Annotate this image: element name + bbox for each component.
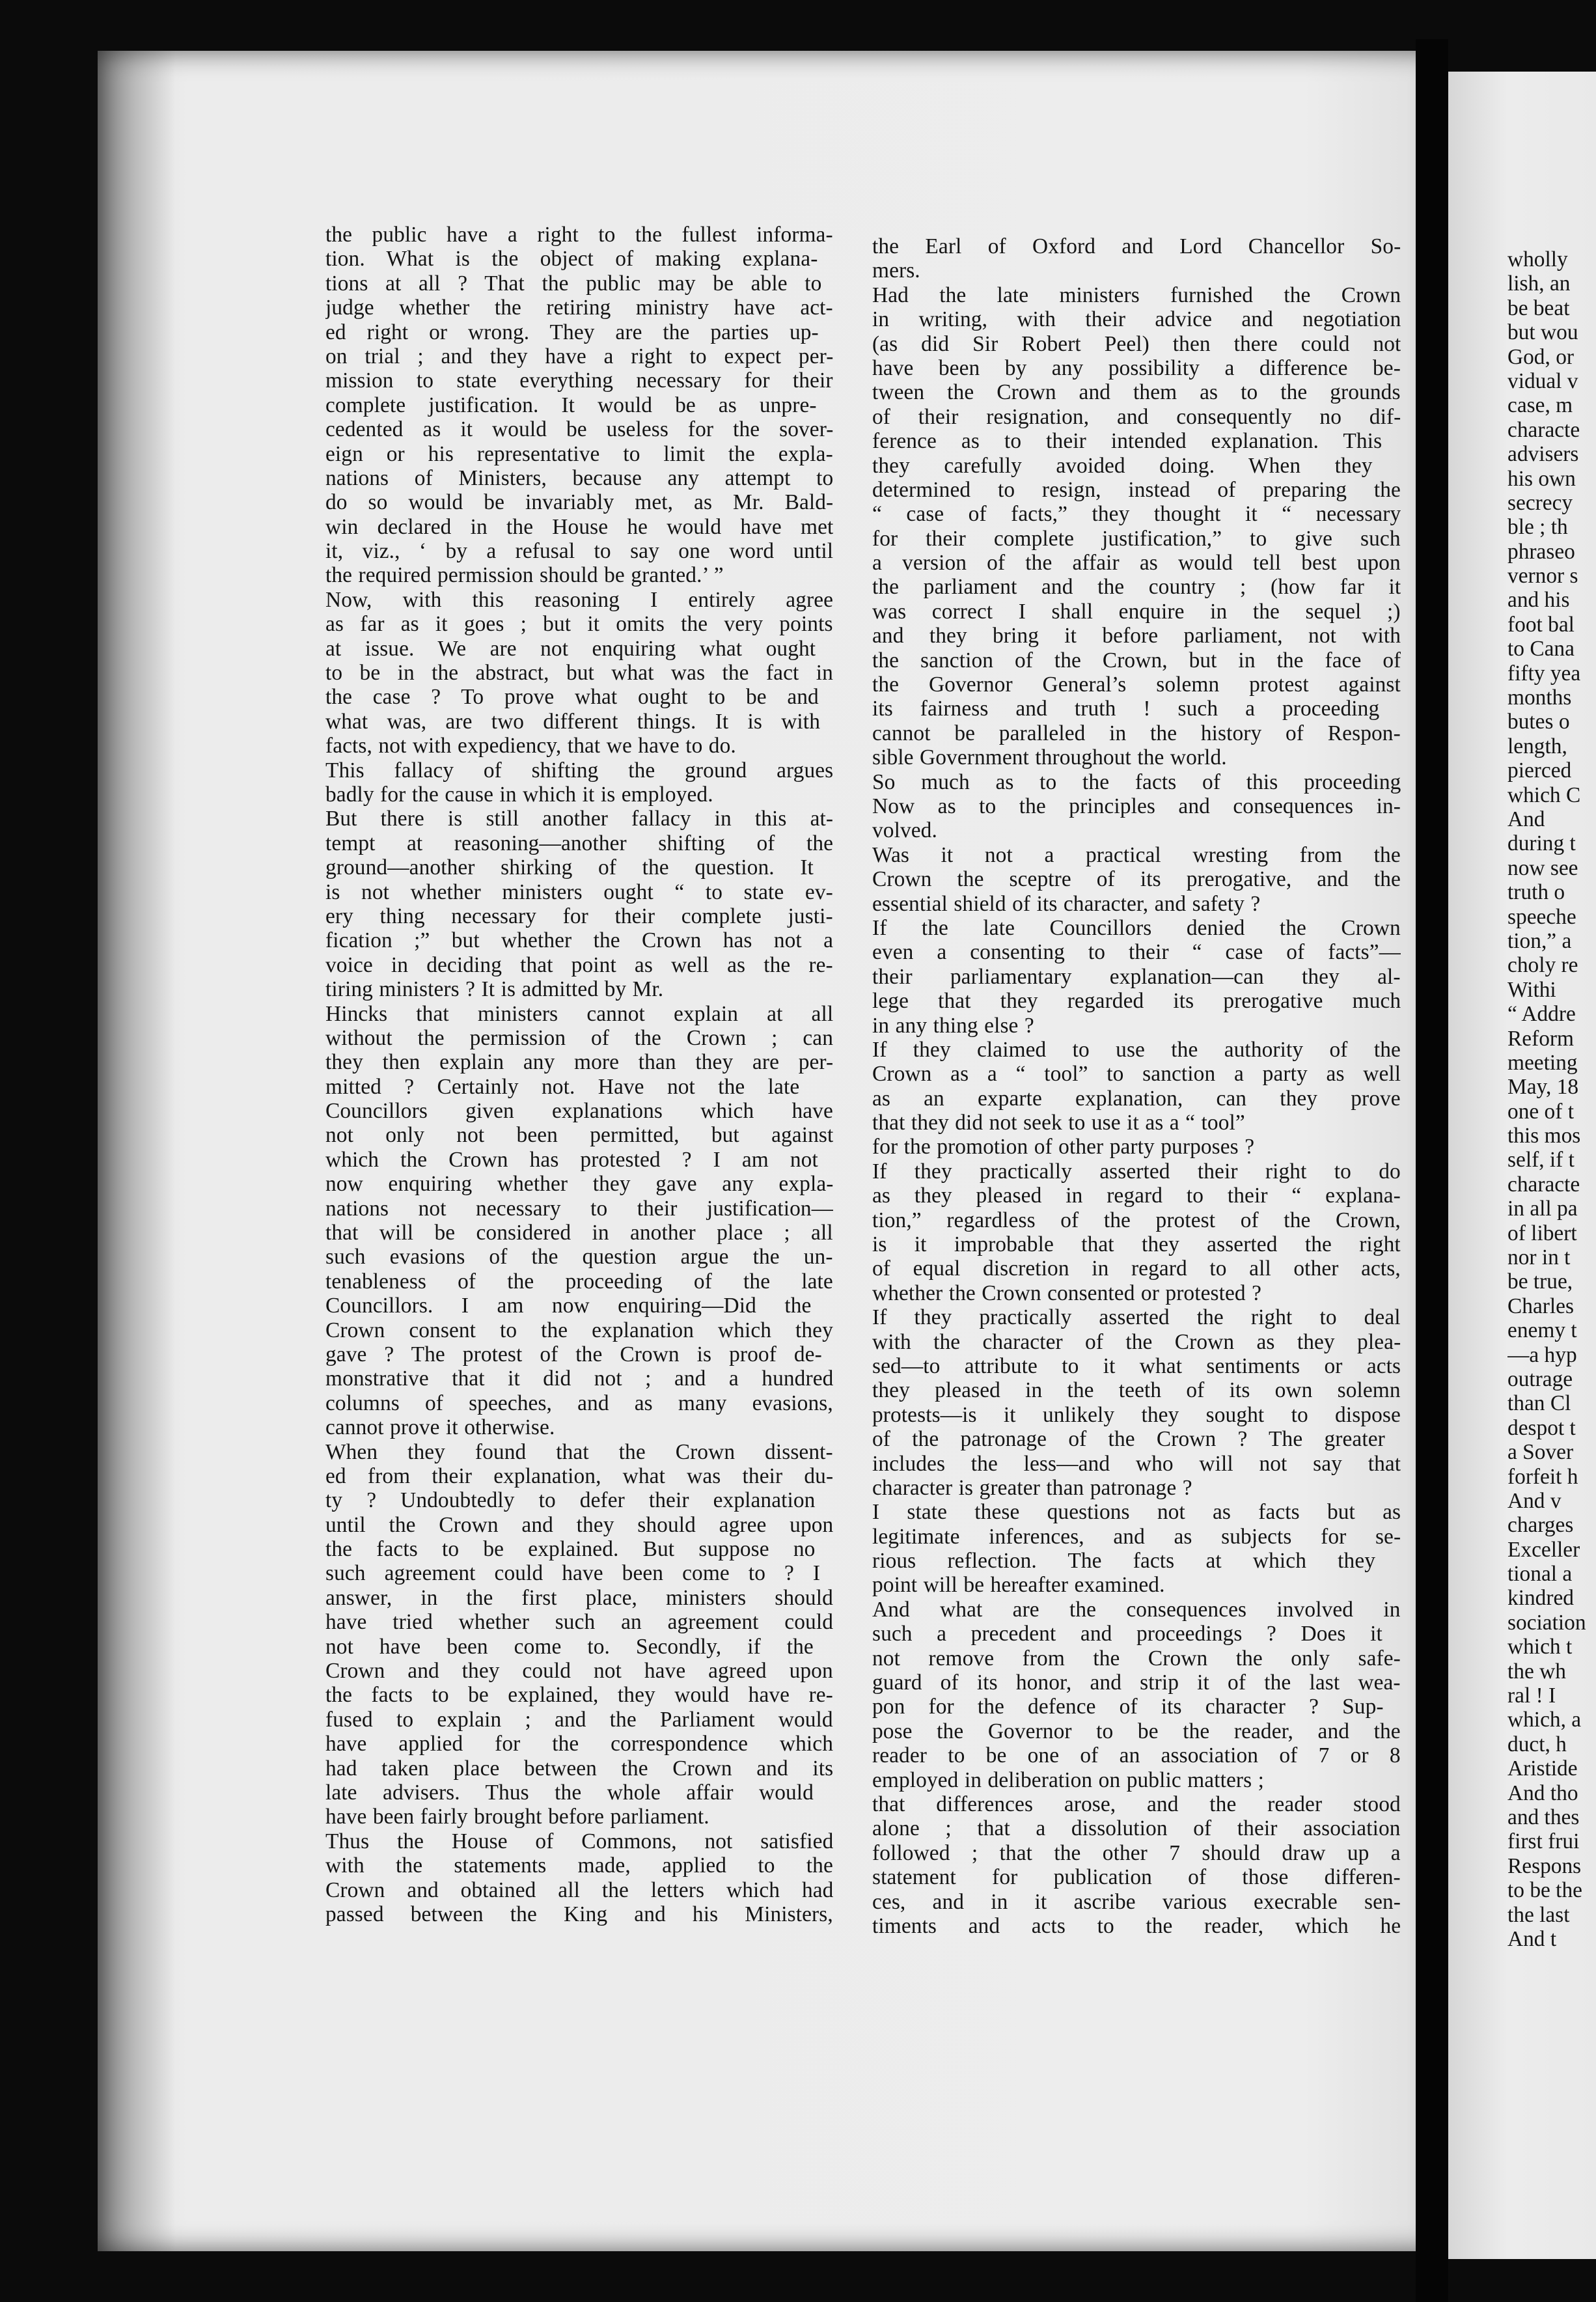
text-line: choly re — [1507, 953, 1578, 978]
text-line: the case ? To prove what ought to be and — [325, 685, 819, 710]
text-line: the Earl of Oxford and Lord Chancellor So- — [872, 234, 1401, 258]
text-line: Crown as a “ tool” to sanction a party as well — [872, 1062, 1401, 1087]
text-line: ground—another shirking of the question. It — [325, 855, 814, 880]
text-line: charges — [1507, 1513, 1574, 1538]
text-line: sible Government throughout the world. — [872, 745, 1227, 770]
text-line: ed from their explanation, what was their du- — [325, 1463, 833, 1488]
text-line: do so would be invariably met, as Mr. Bald- — [325, 490, 833, 515]
text-line: lege that they regarded its prerogative much — [872, 989, 1401, 1014]
text-line: during t — [1507, 831, 1576, 856]
text-line: his own — [1507, 466, 1576, 491]
text-line: nations of Ministers, because any attempt to — [325, 465, 833, 490]
text-line: So much as to the facts of this proceeding — [872, 770, 1401, 794]
text-line: they carefully avoided doing. When they — [872, 453, 1373, 478]
text-line: tenableness of the proceeding of the late — [325, 1269, 833, 1294]
text-line: determined to resign, instead of preparing the — [872, 477, 1401, 502]
text-line: the required permission should be granted.’ ” — [325, 563, 724, 588]
text-line: what was, are two different things. It is with — [325, 709, 820, 734]
text-line: And what are the consequences involved in — [872, 1597, 1401, 1622]
text-line: which, a — [1507, 1708, 1582, 1732]
text-line: legitimate inferences, and as subjects for se- — [872, 1524, 1401, 1549]
text-line: tion. What is the object of making explana- — [325, 247, 818, 271]
text-line: had taken place between the Crown and its — [325, 1756, 833, 1781]
text-line: such agreement could have been come to ? I — [325, 1561, 821, 1586]
text-line: as they pleased in regard to their “ explana- — [872, 1184, 1401, 1208]
text-line: the wh — [1507, 1659, 1566, 1684]
text-line: Councillors. I am now enquiring—Did the — [325, 1294, 812, 1318]
text-line: for the promotion of other party purposes ? — [872, 1135, 1255, 1159]
text-line: fifty yea — [1507, 661, 1581, 686]
text-line: case, m — [1507, 393, 1573, 418]
text-line: and thes — [1507, 1805, 1580, 1829]
text-line: pose the Governor to be the reader, and the — [872, 1719, 1401, 1743]
text-line: protests—is it unlikely they sought to dispose — [872, 1402, 1401, 1427]
text-line: tween the Crown and them as to the grounds — [872, 380, 1401, 405]
text-line: complete justification. It would be as unpre- — [325, 393, 817, 417]
text-line: badly for the cause in which it is employed. — [325, 782, 713, 807]
text-line: guard of its honor, and strip it of the last wea- — [872, 1671, 1401, 1695]
text-line: mission to state everything necessary for their — [325, 368, 833, 393]
text-line: volved. — [872, 818, 937, 843]
text-line: now see — [1507, 855, 1578, 880]
text-line: Hincks that ministers cannot explain at all — [325, 1001, 833, 1026]
text-line: May, 18 — [1507, 1075, 1579, 1100]
text-line: (as did Sir Robert Peel) then there could not — [872, 331, 1401, 356]
text-line: Aristide — [1507, 1756, 1578, 1781]
text-line: as an exparte explanation, can they prove — [872, 1086, 1401, 1111]
text-line: in any thing else ? — [872, 1013, 1034, 1038]
text-line: the public have a right to the fullest informa- — [325, 223, 833, 247]
text-line: a Sover — [1507, 1440, 1574, 1465]
text-line: length, — [1507, 734, 1567, 758]
text-line: the parliament and the country ; (how far it — [872, 575, 1401, 600]
text-line: mitted ? Certainly not. Have not the late — [325, 1074, 800, 1099]
text-line: outrage — [1507, 1366, 1573, 1391]
text-line: phraseo — [1507, 539, 1575, 564]
text-line: without the permission of the Crown ; can — [325, 1025, 833, 1050]
text-line: tions at all ? That the public may be able to — [325, 271, 822, 296]
text-line: at issue. We are not enquiring what ought — [325, 636, 816, 661]
text-line: cedented as it would be useless for the sover- — [325, 417, 833, 442]
text-line: and his — [1507, 588, 1570, 613]
text-line: win declared in the House he would have met — [325, 514, 833, 539]
text-line: duct, h — [1507, 1732, 1567, 1756]
text-line: pon for the defence of its character ? Sup- — [872, 1695, 1384, 1719]
text-line: a version of the affair as would tell best upon — [872, 551, 1401, 576]
text-line: nations not necessary to their justification— — [325, 1196, 833, 1221]
text-line: timents and acts to the reader, which he — [872, 1913, 1401, 1938]
text-line: followed ; that the other 7 should draw up a — [872, 1840, 1401, 1865]
text-line: characte — [1507, 1172, 1580, 1197]
text-line: includes the less—and who will not say that — [872, 1451, 1401, 1476]
left-text-column — [325, 223, 833, 1926]
text-line: eign or his representative to limit the expla- — [325, 441, 833, 466]
text-line: of libert — [1507, 1221, 1577, 1245]
text-line: Reform — [1507, 1026, 1574, 1051]
text-line: with the statements made, applied to the — [325, 1853, 833, 1878]
text-line: If they claimed to use the authority of the — [872, 1037, 1401, 1062]
text-line: not only not been permitted, but against — [325, 1123, 833, 1148]
text-line: character is greater than patronage ? — [872, 1475, 1192, 1500]
text-line: that they did not seek to use it as a “ tool” — [872, 1111, 1245, 1135]
text-line: mers. — [872, 258, 920, 283]
text-line: answer, in the first place, ministers should — [325, 1585, 833, 1610]
text-line: the sanction of the Crown, but in the face of — [872, 648, 1401, 673]
text-line: ty ? Undoubtedly to defer their explanation — [325, 1488, 816, 1513]
text-line: employed in deliberation on public matters ; — [872, 1768, 1265, 1792]
text-line: enemy t — [1507, 1318, 1577, 1343]
text-line: God, or — [1507, 344, 1575, 369]
text-line: self, if t — [1507, 1148, 1575, 1172]
text-line: for their complete justification,” to give such — [872, 526, 1401, 551]
text-line: tempt at reasoning—another shifting of the — [325, 831, 833, 855]
text-line: and they bring it before parliament, not with — [872, 624, 1401, 648]
text-line: months — [1507, 686, 1572, 710]
text-line: first frui — [1507, 1829, 1580, 1854]
text-line: reader to be one of an association of 7 or 8 — [872, 1743, 1401, 1768]
text-line: is not whether ministers ought “ to state ev- — [325, 880, 833, 904]
text-line: passed between the King and his Ministers, — [325, 1902, 833, 1926]
text-line: but wou — [1507, 320, 1578, 345]
text-line: have been by any possibility a difference be- — [872, 355, 1401, 380]
text-line: sed—to attribute to it what sentiments or acts — [872, 1353, 1401, 1378]
text-line: ery thing necessary for their complete justi- — [325, 904, 833, 928]
text-line: even a consenting to their “ case of facts”— — [872, 940, 1401, 965]
text-line: butes o — [1507, 710, 1570, 734]
text-line: Withi — [1507, 977, 1556, 1002]
text-line: And t — [1507, 1926, 1557, 1951]
text-line: the Governor General’s solemn protest against — [872, 673, 1401, 697]
text-line: they pleased in the teeth of its own solemn — [872, 1378, 1401, 1403]
text-line: judge whether the retiring ministry have act- — [325, 296, 833, 320]
text-line: sociation — [1507, 1610, 1586, 1635]
text-line: Councillors given explanations which have — [325, 1099, 833, 1124]
text-line: the facts to be explained. But suppose no — [325, 1537, 816, 1562]
text-line: Now as to the principles and consequences in- — [872, 794, 1401, 818]
text-line: vernor s — [1507, 564, 1578, 589]
book-gutter — [1416, 39, 1448, 2302]
text-line: now enquiring whether they gave any expla- — [325, 1172, 833, 1197]
text-line: fused to explain ; and the Parliament would — [325, 1707, 833, 1732]
text-line: rious reflection. The facts at which they — [872, 1549, 1376, 1574]
text-line: until the Crown and they should agree upon — [325, 1512, 833, 1537]
text-line: lish, an — [1507, 271, 1571, 296]
text-line: ference as to their intended explanation. This — [872, 429, 1383, 454]
text-line: their parliamentary explanation—can they al- — [872, 964, 1401, 989]
text-line: I state these questions not as facts but as — [872, 1500, 1401, 1525]
text-line: have tried whether such an agreement could — [325, 1610, 833, 1635]
text-line: they then explain any more than they are per- — [325, 1050, 833, 1075]
right-edge-text-column — [1507, 247, 1596, 1951]
text-line: with the character of the Crown as they plea- — [872, 1329, 1401, 1354]
text-line: as far as it goes ; but it omits the very points — [325, 612, 833, 637]
text-line: Crown and they could not have agreed upon — [325, 1659, 833, 1684]
text-line: meeting — [1507, 1050, 1578, 1075]
text-line: essential shield of its character, and safety ? — [872, 891, 1261, 916]
text-line: is it improbable that they asserted the right — [872, 1232, 1401, 1257]
text-line: tional a — [1507, 1562, 1573, 1587]
text-line: kindred — [1507, 1586, 1574, 1611]
text-line: be beat — [1507, 296, 1570, 320]
text-line: foot bal — [1507, 612, 1575, 637]
text-line: secrecy — [1507, 490, 1573, 515]
text-line: characte — [1507, 417, 1580, 442]
text-line: ral ! I — [1507, 1684, 1556, 1708]
text-line: this mos — [1507, 1124, 1581, 1148]
text-line: which the Crown has protested ? I am not — [325, 1147, 818, 1172]
text-line: And tho — [1507, 1781, 1578, 1805]
text-line: late advisers. Thus the whole affair would — [325, 1781, 814, 1805]
text-line: despot t — [1507, 1415, 1576, 1440]
text-line: that differences arose, and the reader stood — [872, 1792, 1401, 1816]
text-line: facts, not with expediency, that we have to do. — [325, 734, 736, 758]
text-line: such a precedent and proceedings ? Does it — [872, 1622, 1383, 1646]
text-line: speeche — [1507, 904, 1576, 929]
text-line: If they practically asserted their right to do — [872, 1159, 1401, 1184]
text-line: in writing, with their advice and negotiation — [872, 307, 1401, 332]
text-line: Respons — [1507, 1853, 1582, 1878]
text-line: Charles — [1507, 1294, 1574, 1318]
text-line: which t — [1507, 1635, 1573, 1659]
text-line: not remove from the Crown the only safe- — [872, 1646, 1401, 1671]
text-line: have applied for the correspondence which — [325, 1732, 833, 1756]
text-line: But there is still another fallacy in this at- — [325, 807, 833, 831]
text-line: was correct I shall enquire in the sequel ;) — [872, 599, 1401, 624]
middle-text-column — [872, 234, 1401, 1938]
text-line: to be the — [1507, 1878, 1582, 1903]
text-line: of their resignation, and consequently no dif- — [872, 404, 1401, 429]
text-line: one of t — [1507, 1099, 1574, 1124]
text-line: vidual v — [1507, 368, 1578, 393]
text-line: point will be hereafter examined. — [872, 1573, 1165, 1598]
text-line: Had the late ministers furnished the Crown — [872, 283, 1401, 307]
text-line: be true, — [1507, 1269, 1573, 1294]
text-line: ed right or wrong. They are the parties up- — [325, 320, 819, 344]
text-line: And — [1507, 807, 1545, 831]
text-line: cannot be paralleled in the history of Respon- — [872, 721, 1401, 745]
text-line: fication ;” but whether the Crown has not a — [325, 928, 833, 953]
text-line: Exceller — [1507, 1537, 1580, 1562]
text-line: such evasions of the question argue the un- — [325, 1245, 833, 1269]
text-line: which C — [1507, 783, 1581, 807]
text-line: not have been come to. Secondly, if the — [325, 1634, 814, 1659]
text-line: This fallacy of shifting the ground argues — [325, 758, 833, 783]
text-line: forfeit h — [1507, 1464, 1578, 1489]
text-line: gave ? The protest of the Crown is proof de- — [325, 1342, 822, 1366]
text-line: “ Addre — [1507, 1002, 1576, 1027]
text-line: Now, with this reasoning I entirely agree — [325, 587, 833, 612]
text-line: ble ; th — [1507, 515, 1568, 540]
text-line: the last — [1507, 1902, 1570, 1927]
text-line: that will be considered in another place ; all — [325, 1221, 833, 1245]
text-line: than Cl — [1507, 1391, 1571, 1416]
text-line: And v — [1507, 1488, 1562, 1513]
text-line: columns of speeches, and as many evasions, — [325, 1391, 833, 1415]
text-line: on trial ; and they have a right to expect per- — [325, 344, 833, 368]
text-line: have been fairly brought before parliament. — [325, 1805, 709, 1829]
text-line: cannot prove it otherwise. — [325, 1415, 555, 1440]
text-line: nor in t — [1507, 1245, 1571, 1270]
text-line: “ case of facts,” they thought it “ necessary — [872, 502, 1401, 527]
text-line: wholly — [1507, 247, 1568, 271]
text-line: Crown the sceptre of its prerogative, and the — [872, 867, 1401, 892]
text-line: it, viz., ‘ by a refusal to say one word until — [325, 539, 833, 564]
text-line: whether the Crown consented or protested ? — [872, 1281, 1262, 1305]
text-line: tion,” a — [1507, 928, 1572, 953]
text-line: advisers — [1507, 442, 1579, 467]
text-line: pierced — [1507, 758, 1572, 783]
text-line: If they practically asserted the right to deal — [872, 1305, 1401, 1330]
text-line: statement for publication of those differen- — [872, 1865, 1401, 1890]
text-line: to be in the abstract, but what was the fact in — [325, 661, 833, 686]
text-line: If the late Councillors denied the Crown — [872, 915, 1401, 940]
text-line: Crown and obtained all the letters which had — [325, 1878, 833, 1902]
text-line: tiring ministers ? It is admitted by Mr. — [325, 977, 664, 1002]
text-line: —a hyp — [1507, 1342, 1577, 1367]
text-line: truth o — [1507, 880, 1565, 905]
text-line: Was it not a practical wresting from the — [872, 842, 1401, 867]
text-line: tion,” regardless of the protest of the Crown, — [872, 1208, 1401, 1232]
text-line: of equal discretion in regard to all other acts, — [872, 1256, 1401, 1281]
text-line: alone ; that a dissolution of their association — [872, 1816, 1401, 1841]
text-line: its fairness and truth ! such a proceeding — [872, 697, 1380, 721]
text-line: in all pa — [1507, 1197, 1578, 1221]
text-line: ces, and in it ascribe various execrable sen- — [872, 1889, 1401, 1914]
text-line: of the patronage of the Crown ? The greater — [872, 1427, 1385, 1452]
text-line: When they found that the Crown dissent- — [325, 1439, 833, 1464]
text-line: the facts to be explained, they would have re- — [325, 1683, 833, 1708]
text-line: to Cana — [1507, 637, 1575, 661]
text-line: monstrative that it did not ; and a hundred — [325, 1366, 833, 1391]
text-line: voice in deciding that point as well as the re- — [325, 952, 833, 977]
text-line: Thus the House of Commons, not satisfied — [325, 1829, 833, 1853]
text-line: Crown consent to the explanation which they — [325, 1318, 833, 1342]
